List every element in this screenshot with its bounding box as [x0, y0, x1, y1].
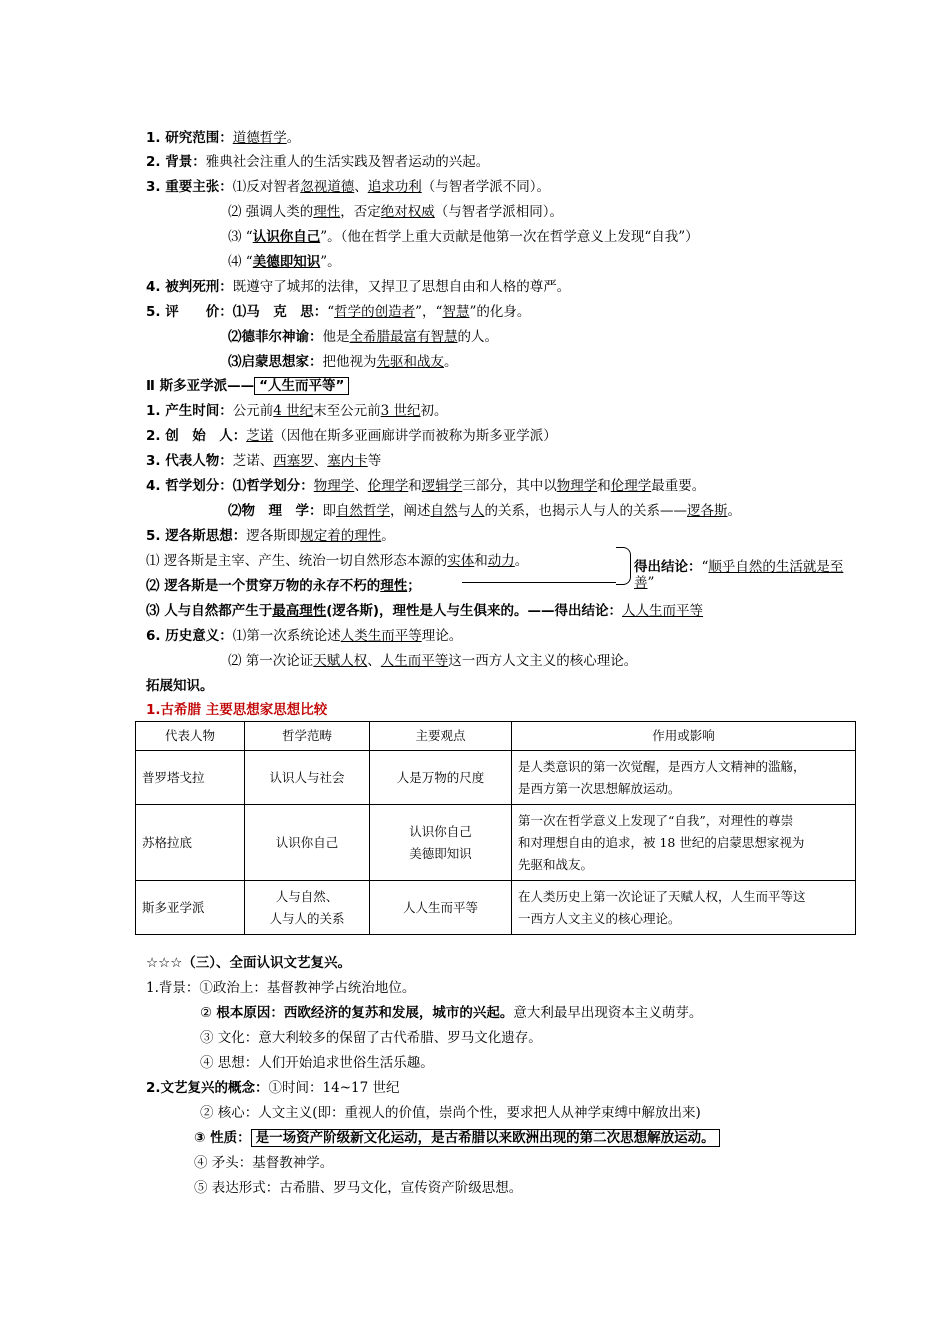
background-line: 2. 背景：雅典社会注重人的生活实践及智者运动的兴起。 [146, 154, 490, 170]
logos-point-1: ⑴ 逻各斯是主宰、产生、统治一切自然形态本源的实体和动力。 [146, 553, 529, 569]
table-header-cell: 哲学范畴 [245, 722, 370, 751]
philosophy-division-line-2: ⑵物 理 学：即自然哲学，阐述自然与人的关系，也揭示人与人的关系——逻各斯。 [228, 503, 741, 519]
table-header-cell: 代表人物 [136, 722, 245, 751]
person-cell: 苏格拉底 [136, 805, 245, 881]
main-claims-line-2: ⑵ 强调人类的理性，否定绝对权威（与智者学派相同）。 [228, 204, 564, 220]
historic-significance-line-1: 6. 历史意义：⑴第一次系统论述人类生而平等理论。 [146, 628, 463, 644]
category-cell: 人与自然、 人与人的关系 [245, 881, 370, 935]
table-header-cell: 作用或影响 [512, 722, 856, 751]
renaissance-background-line-3: ③ 文化：意大利较多的保留了古代希腊、罗马文化遗存。 [200, 1030, 542, 1046]
renaissance-concept-line-3: ③ 性质： 是一场资产阶级新文化运动，是古希腊以来欧洲出现的第二次思想解放运动。 [194, 1127, 720, 1149]
nature-boxed-text: 是一场资产阶级新文化运动，是古希腊以来欧洲出现的第二次思想解放运动。 [251, 1129, 720, 1147]
table-title: 1.古希腊 主要思想家思想比较 [146, 702, 328, 718]
representatives-line: 3. 代表人物：芝诺、西塞罗、塞内卡等 [146, 453, 382, 469]
evaluation-line-2: ⑵德菲尔神谕：他是全希腊最富有智慧的人。 [228, 329, 498, 345]
main-claims-line-3: ⑶ “认识你自己”。（他在哲学上重大贡献是他第一次在哲学意义上发现“自我”） [228, 229, 699, 245]
category-cell: 认识你自己 [245, 805, 370, 881]
category-cell: 认识人与社会 [245, 751, 370, 805]
renaissance-concept-line-2: ② 核心：人文主义(即：重视人的价值，崇尚个性，要求把人从神学束缚中解放出来) [200, 1105, 701, 1121]
extended-knowledge-heading: 拓展知识。 [146, 678, 214, 694]
main-claims-line-1: 3. 重要主张：⑴反对智者忽视道德、追求功利（与智者学派不同）。 [146, 179, 550, 195]
table-header-cell: 主要观点 [370, 722, 512, 751]
view-cell: 认识你自己 美德即知识 [370, 805, 512, 881]
founder-line: 2. 创 始 人：芝诺（因他在斯多亚画廊讲学而被称为斯多亚学派） [146, 428, 557, 444]
renaissance-concept-line-5: ⑤ 表达形式：古希腊、罗马文化，宣传资产阶级思想。 [194, 1180, 523, 1196]
logos-thought-line: 5. 逻各斯思想：逻各斯即规定着的理性。 [146, 528, 395, 544]
connector-line [462, 582, 616, 583]
philosophers-comparison-table [135, 721, 856, 935]
table-header-row [136, 722, 856, 751]
death-sentence-line: 4. 被判死刑：既遵守了城邦的法律，又捍卫了思想自由和人格的尊严。 [146, 279, 571, 295]
table-row [136, 805, 856, 881]
evaluation-line-3: ⑶启蒙思想家：把他视为先驱和战友。 [228, 354, 458, 370]
renaissance-background-line-2: ② 根本原因：西欧经济的复苏和发展，城市的兴起。意大利最早出现资本主义萌芽。 [200, 1005, 703, 1021]
research-scope-line: 1. 研究范围：道德哲学。 [146, 130, 301, 146]
renaissance-background-line-1: 1.背景：①政治上：基督教神学占统治地位。 [146, 980, 416, 996]
view-cell: 人是万物的尺度 [370, 751, 512, 805]
brace-bracket [616, 547, 631, 585]
renaissance-heading: ☆☆☆（三）、全面认识文艺复兴。 [146, 955, 352, 971]
stoic-heading: Ⅱ 斯多亚学派—— “人生而平等” [146, 375, 349, 397]
stoic-heading-box: “人生而平等” [254, 377, 349, 395]
table-row [136, 751, 856, 805]
impact-cell: 第一次在哲学意义上发现了“自我”，对理性的尊崇 和对理想自由的追求，被 18 世纪的启蒙思想家视为 先驱和战友。 [512, 805, 856, 881]
person-cell: 斯多亚学派 [136, 881, 245, 935]
main-claims-line-4: ⑷ “美德即知识”。 [228, 254, 341, 270]
evaluation-line-1: 5. 评 价：⑴马 克 思：“哲学的创造者”，“智慧”的化身。 [146, 304, 531, 320]
impact-cell: 在人类历史上第一次论证了天赋人权，人生而平等这 一西方人文主义的核心理论。 [512, 881, 856, 935]
impact-cell: 是人类意识的第一次觉醒，是西方人文精神的滥觞， 是西方第一次思想解放运动。 [512, 751, 856, 805]
person-cell: 普罗塔戈拉 [136, 751, 245, 805]
renaissance-concept-line-4: ④ 矛头：基督教神学。 [194, 1155, 334, 1171]
origin-time-line: 1. 产生时间：公元前4 世纪末至公元前3 世纪初。 [146, 403, 448, 419]
table-row [136, 881, 856, 935]
historic-significance-line-2: ⑵ 第一次论证天赋人权、人生而平等这一西方人文主义的核心理论。 [228, 653, 638, 669]
view-cell: 人人生而平等 [370, 881, 512, 935]
logos-point-3: ⑶ 人与自然都产生于最高理性(逻各斯)，理性是人与生俱来的。——得出结论：人人生而平等 [146, 603, 704, 619]
renaissance-background-line-4: ④ 思想：人们开始追求世俗生活乐趣。 [200, 1055, 434, 1071]
logos-point-2: ⑵ 逻各斯是一个贯穿万物的永存不朽的理性； [146, 578, 421, 594]
philosophy-division-line-1: 4. 哲学划分：⑴哲学划分：物理学、伦理学和逻辑学三部分，其中以物理学和伦理学最重要。 [146, 478, 706, 494]
conclusion-line-2: 善” [634, 575, 655, 591]
conclusion-line-1: 得出结论：“顺乎自然的生活就是至 [634, 559, 844, 575]
renaissance-concept-line-1: 2.文艺复兴的概念：①时间：14~17 世纪 [146, 1080, 400, 1096]
